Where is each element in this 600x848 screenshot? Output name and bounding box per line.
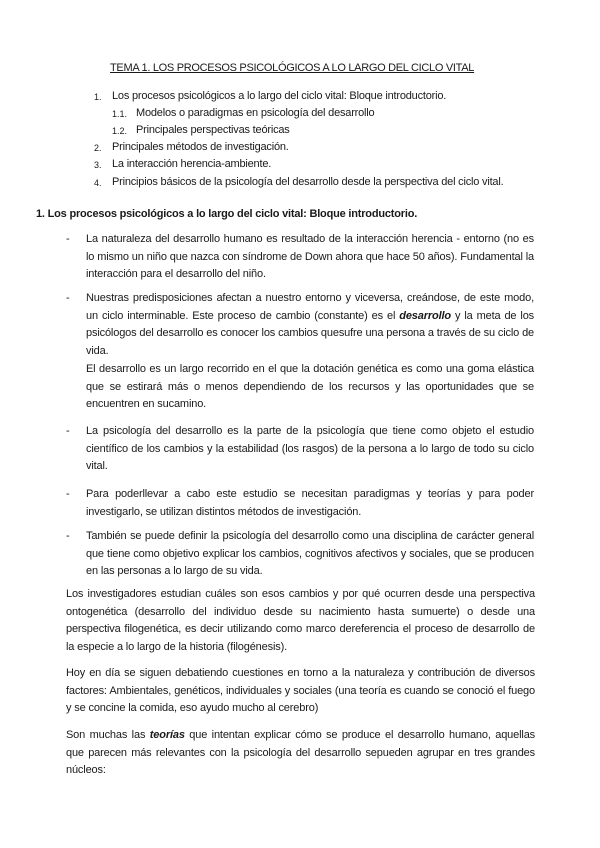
body-paragraph: Los investigadores estudian cuáles son esos cambios y por qué ocurren desde una perspectiva ontogenética (desarrollo del individuo desde su nacimiento hasta sumuerte) o desde una perspectiva filogenética, es decir utilizando como marco dereferencia el proceso de desarrollo de la especie a lo largo de la historia (filogénesis). [66,588,535,653]
toc-item: Los procesos psicológicos a lo largo del ciclo vital: Bloque introductorio. [112,90,447,102]
bullet-text: y la meta de los psicólogos del desarrollo es conocer los cambios quesufre una persona a través de su ciclo de vida. [86,309,535,357]
emphasis-teorias: teorías [149,729,185,741]
indented-paragraph: El desarrollo es un largo recorrido en el que la dotación genética es como una goma elástica que se estirará más o menos dependiendo de los recursos y las oportunidades que se encuentren en sucamino. [86,363,534,410]
bullet-marker: - [66,292,70,304]
toc-item: Modelos o paradigmas en psicología del desarrollo [136,107,375,119]
toc-num: 1.1. [112,109,128,119]
toc-num: 1.2. [112,126,128,136]
bullet-paragraph: La psicología del desarrollo es la parte de la psicología que tiene como objeto el estudio científico de los cambios y la estabilidad (los rasgos) de la persona a lo largo de todo su ciclo vital. [86,425,534,472]
paragraph-text: Son muchas las [66,729,146,741]
toc-num: 3. [94,160,102,170]
body-paragraph [66,727,535,780]
title-text: LOS PROCESOS PSICOLÓGICOS A LO LARGO DEL CICLO VITAL [150,62,475,74]
toc-item: Principales métodos de investigación. [112,141,289,153]
document-title [110,62,474,74]
bullet-marker: - [66,488,70,500]
toc-num: 1. [94,92,102,102]
toc-item: Principios básicos de la psicología del desarrollo desde la perspectiva del ciclo vital. [112,176,504,188]
toc-item: La interacción herencia-ambiente. [112,158,272,170]
bullet-paragraph: También se puede definir la psicología del desarrollo como una disciplina de carácter general que tiene como objetivo explicar los cambios, cognitivos afectivos y sociales, que se producen en las personas a lo largo de su vida. [86,530,534,577]
paragraph-text: que intentan explicar cómo se produce el desarrollo humano, aquellas que parecen más relevantes con la psicología del desarrollo sepueden agrupar en tres grandes núcleos: [66,729,536,776]
toc-num: 4. [94,178,102,188]
toc-num: 2. [94,143,102,153]
bullet-paragraph: Para poderllevar a cabo este estudio se necesitan paradigmas y teorías y para poder investigarlo, se utilizan distintos métodos de investigación. [86,488,534,518]
body-paragraph: Hoy en día se siguen debatiendo cuestiones en torno a la naturaleza y contribución de diversos factores: Ambientales, genéticos, individuales y sociales (una teoría es cuando se conoció el fuego y se concine la comida, eso ayudo mucho al cerebro) [66,667,535,714]
section-heading: 1. Los procesos psicológicos a lo largo del ciclo vital: Bloque introductorio. [36,208,418,220]
toc-item: Principales perspectivas teóricas [136,124,290,136]
bullet-paragraph: La naturaleza del desarrollo humano es resultado de la interacción herencia - entorno (no es lo mismo un niño que nazca con síndrome de Down ahora que hace 50 años). Fundamental la interacción para el desarrollo del niño. [86,233,534,280]
bullet-text: Nuestras predisposiciones afectan a nuestro entorno y viceversa, creándose, de este modo, un ciclo interminable. Este proceso de cambio (constante) es el [86,292,534,322]
bullet-marker: - [66,425,70,437]
bullet-paragraph [86,290,534,360]
title-prefix: TEMA 1. [110,62,151,74]
emphasis-desarrollo: desarrollo [399,309,451,322]
bullet-marker: - [66,530,70,542]
bullet-marker: - [66,233,70,245]
